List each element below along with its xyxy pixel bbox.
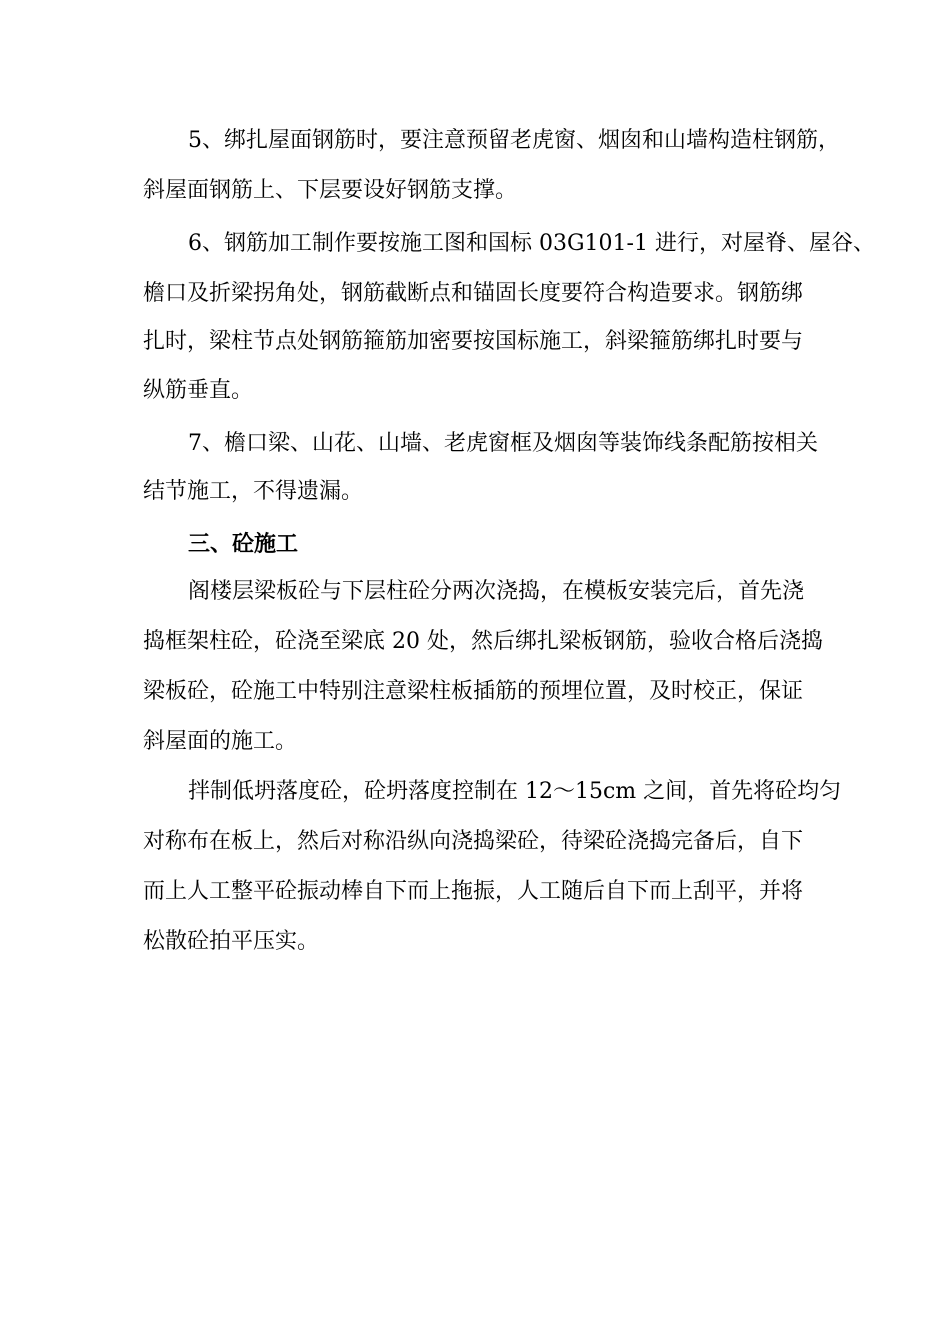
paragraph-concrete-2-line-3: 而上人工整平砼振动棒自下而上拖振，人工随后自下而上刮平，并将 (143, 879, 804, 904)
paragraph-6-line-4: 纵筋垂直。 (143, 378, 254, 403)
paragraph-7-line-1: 7、檐口梁、山花、山墙、老虎窗框及烟囱等装饰线条配筋按相关 (188, 431, 818, 456)
paragraph-concrete-1-line-3: 梁板砼，砼施工中特别注意梁柱板插筋的预埋位置，及时校正，保证 (143, 679, 804, 704)
paragraph-concrete-2-line-1: 拌制低坍落度砼，砼坍落度控制在 12～15cm 之间，首先将砼均匀 (188, 779, 842, 804)
paragraph-concrete-2-line-4: 松散砼拍平压实。 (143, 929, 320, 954)
paragraph-5-line-2: 斜屋面钢筋上、下层要设好钢筋支撑。 (143, 178, 518, 203)
paragraph-6-line-2: 檐口及折梁拐角处，钢筋截断点和锚固长度要符合构造要求。钢筋绑 (143, 281, 804, 306)
paragraph-6-line-1: 6、钢筋加工制作要按施工图和国标 03G101-1 进行，对屋脊、屋谷、 (188, 231, 875, 256)
paragraph-concrete-1-line-2: 捣框架柱砼，砼浇至梁底 20 处，然后绑扎梁板钢筋，验收合格后浇捣 (143, 629, 823, 654)
paragraph-7-line-2: 结节施工，不得遗漏。 (143, 479, 364, 504)
section-heading: 三、砼施工 (188, 531, 299, 557)
paragraph-concrete-2-line-2: 对称布在板上，然后对称沿纵向浇捣梁砼，待梁砼浇捣完备后，自下 (143, 829, 804, 854)
paragraph-concrete-1-line-4: 斜屋面的施工。 (143, 729, 298, 754)
paragraph-concrete-1-line-1: 阁楼层梁板砼与下层柱砼分两次浇捣，在模板安装完后，首先浇 (188, 579, 805, 604)
paragraph-6-line-3: 扎时，梁柱节点处钢筋箍筋加密要按国标施工，斜梁箍筋绑扎时要与 (143, 329, 804, 354)
paragraph-5-line-1: 5、绑扎屋面钢筋时，要注意预留老虎窗、烟囱和山墙构造柱钢筋， (188, 128, 840, 153)
